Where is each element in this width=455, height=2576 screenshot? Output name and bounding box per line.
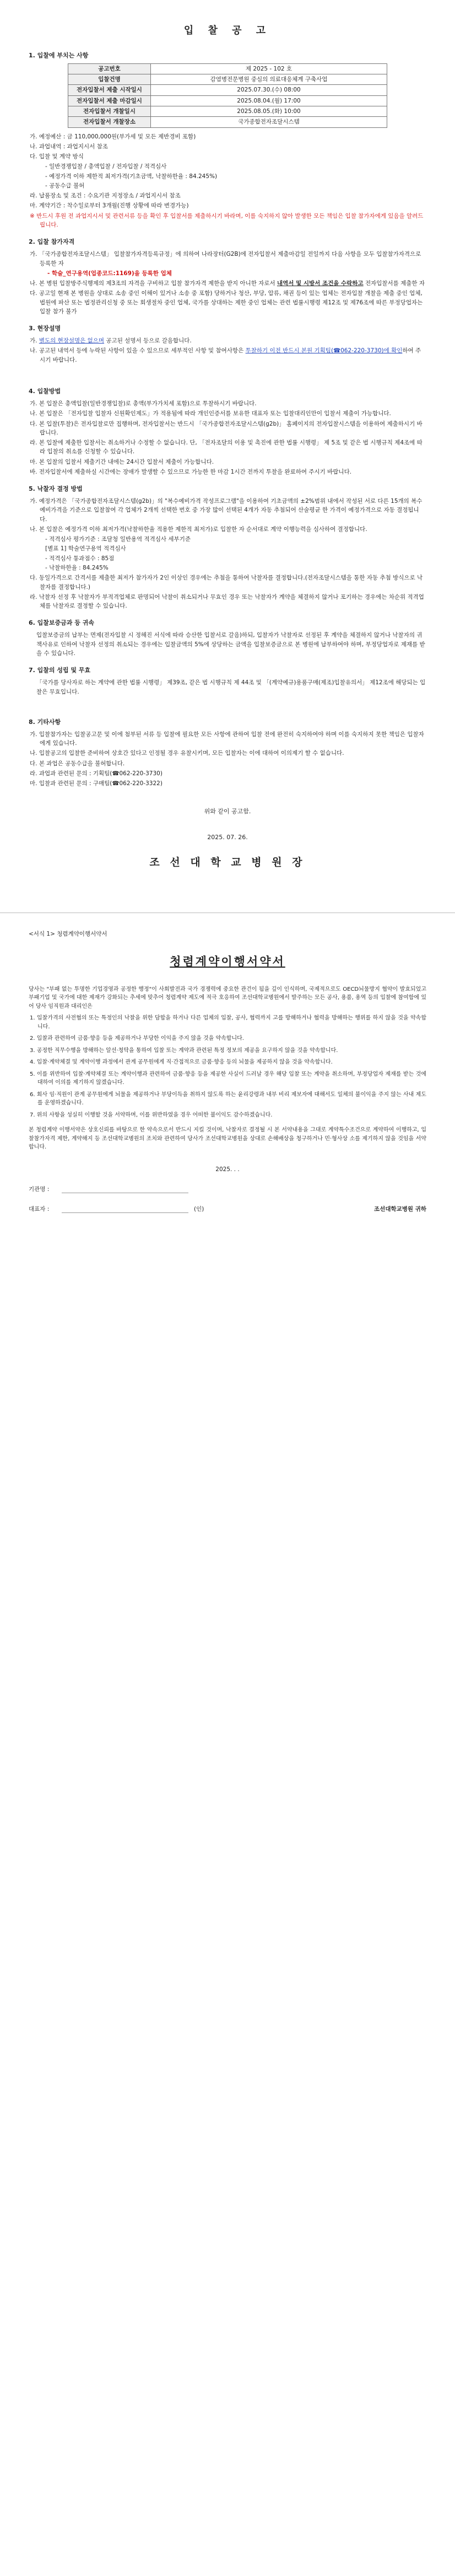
delivery-line: 라. 납품장소 및 조건 : 수요기관 지정장소 / 과업지시서 참조 xyxy=(30,192,181,200)
award-rule-c: 다. 동일가격으로 간격서를 제출한 최저가 참가자가 2인 이상인 경우에는 추첨을 통하여 낙찰자를 결정합니다.(전자조달시스템을 통한 자동 추첨 방식으로 낙찰자를 결정합니다.) xyxy=(30,575,423,591)
notice-date: 2025. 07. 26. xyxy=(207,834,248,841)
bid-method-rule: 마. 본 입찰의 입찰서 제출기간 내에는 24시간 입찰서 제출이 가능합니다. xyxy=(30,458,214,465)
award-rule-b: 나. 본 입찰은 예정가격 이하 최저가격(낙찰하한율 적용한 제한적 최저가)로 입찰한 자 순서대로 계약 이행능력을 심사하여 결정합니다. xyxy=(30,525,367,533)
bid-method-rule: 라. 본 입찰에 제출한 입찰서는 취소하거나 수정할 수 없습니다. 단, 「전자조달의 이용 및 촉진에 관한 법률 시행령」 제 5조 및 같은 법 시행규칙 제4조에 따라 입찰의 취소를 신청할 수 있습니다. xyxy=(30,439,422,455)
info-row xyxy=(68,63,387,74)
issuer-signature: 조 선 대 학 교 병 원 장 xyxy=(149,856,306,868)
bid-method-rule: 다. 본 입찰(투찰)은 전자입찰로만 집행하며, 전자입찰서는 반드시 「국가종합전자조달시스템(g2b)」 홈페이지의 전자입찰시스템을 이용하여 제출하시기 바랍니다. xyxy=(30,420,422,436)
info-value: 제 2025 - 102 호 xyxy=(151,63,387,74)
bid-notice xyxy=(0,0,455,887)
section-5-heading: 5. 낙찰자 결정 방법 xyxy=(29,485,83,493)
bid-method-line: 다. 입찰 및 계약 방식 xyxy=(30,153,84,160)
validity-text: 「국가를 당사자로 하는 계약에 관한 법률 시행령」 제39조, 같은 법 시행규칙 제 44조 및 「(계약예규)용품구매(제조)입찰유의서」 제12조에 해당되는 입찰은 무효입니다. xyxy=(36,679,426,695)
misc-item: 마. 입찰과 관련된 문의 : 구매팀(☎062-220-3322) xyxy=(30,780,162,787)
info-row xyxy=(68,117,387,127)
misc-item: 다. 본 과업은 공동수급을 불허합니다. xyxy=(30,760,125,767)
contract-period-line: 마. 계약기간 : 착수일로부터 3개월(진행 상황에 따라 변경가능) xyxy=(30,202,189,210)
award-rule-b-item: [별표 1] 학술연구용역 적격심사 xyxy=(45,545,126,552)
planning-contact-emphasis: 투찰하기 이전 반드시 본원 기획팀(☎062-220-3730)에 확인 xyxy=(245,347,403,355)
info-value: 국가종합전자조달시스템 xyxy=(151,117,387,127)
info-value: 2025.08.05.(화) 10:00 xyxy=(151,106,387,117)
pledge-item: 5. 이를 위반하여 입찰·계약체결 또는 계약이행과 관련하여 금품·향응 등을 제공한 사실이 드러날 경우 해당 입찰 또는 계약을 취소하며, 부정당업자 제재를 받는 것에 대하여 이의를 제기하지 않겠습니다. xyxy=(30,1071,426,1086)
award-rule-d: 라. 낙찰자 선정 후 낙찰자가 부적격업체로 판명되어 낙찰이 취소되거나 무효인 경우 또는 낙찰자가 계약을 체결하지 않거나 포기하는 경우에는 차순위 적격업체를 낙찰자로 결정할 수 있습니다. xyxy=(30,593,424,610)
section-3-heading: 3. 현장설명 xyxy=(29,325,61,332)
integrity-pledge xyxy=(0,913,455,1253)
section-8-heading: 8. 기타사항 xyxy=(29,718,61,726)
section-4-heading: 4. 입찰방법 xyxy=(29,387,61,395)
site-explanation-emphasis: 별도의 현장설명은 없으며 xyxy=(39,337,105,345)
info-row xyxy=(68,95,387,106)
info-label: 입찰건명 xyxy=(68,74,151,85)
award-rule-a: 가. 예정가격은 「국가종합전자조달시스템(g2b)」의 "복수예비가격 작성프로그램"을 이용하여 기초금액의 ±2%범위 내에서 작성된 서로 다른 15개의 복수예비가격을 기준으로 입찰참여 각 업체가 2개씩 선택한 번호 중 가장 많이 선택된 4개가 자동 추첨되어 산술평균 한 가격이 예정가격으로 자동 결정됩니다. xyxy=(30,498,422,523)
info-value: 2025.07.30.(수) 08:00 xyxy=(151,85,387,95)
award-rule-b-item: - 낙찰하한율 : 84.245% xyxy=(45,565,109,572)
pledge-date: 2025. . . xyxy=(215,1166,240,1173)
bid-method-item: - 예정가격 이하 제한적 최저가격(기초금액, 낙찰하한율 : 84.245%) xyxy=(45,173,218,180)
seal-mark: (인) xyxy=(194,1206,204,1213)
qualification-a-sub: - 학술_연구용역(업종코드:1169)을 등록한 업체 xyxy=(47,270,172,277)
site-explanation-b: 나. 공고된 내역서 등에 누락된 사항이 있을 수 있으므로 세부적인 사항 및 참여사항은 투찰하기 이전 반드시 본원 기획팀(☎062-220-3730)에 확인하여 주시기 바랍니다. xyxy=(30,347,421,363)
info-label: 전자입찰서 개찰장소 xyxy=(68,117,151,127)
info-row xyxy=(68,106,387,117)
signature-row-organization xyxy=(29,1185,426,1194)
bid-method-rule: 가. 본 입찰은 총액입찰(일반경쟁입찰)로 총액(부가가치세 포함)으로 투찰하시기 바랍니다. xyxy=(30,400,257,407)
pledge-item: 3. 공정한 직무수행을 방해하는 알선·청탁을 통하여 입찰 또는 계약과 관련된 특정 정보의 제공을 요구하지 않을 것을 약속합니다. xyxy=(30,1047,338,1054)
page xyxy=(0,0,455,1253)
closing-statement: 위와 같이 공고함. xyxy=(204,808,251,815)
pledge-item: 7. 위의 사항을 성실히 이행할 것을 서약하며, 이를 위반하였을 경우 어떠한 불이익도 감수하겠습니다. xyxy=(30,1112,273,1118)
info-label: 전자입찰서 제출 마감일시 xyxy=(68,95,151,106)
pledge-item: 2. 입찰과 관련하여 금품·향응 등을 제공하거나 부당한 이익을 주지 않을 것을 약속합니다. xyxy=(30,1035,244,1042)
scope-line: 나. 과업내역 : 과업지시서 참조 xyxy=(30,143,108,150)
site-explanation-a: 가. 별도의 현장설명은 없으며 공고된 설명서 등으로 갈음합니다. xyxy=(30,337,192,345)
info-row xyxy=(68,85,387,95)
bid-method-item: - 일반경쟁입찰 / 총액입찰 / 전자입찰 / 적격심사 xyxy=(45,163,167,170)
section-6-heading: 6. 입찰보증금과 등 귀속 xyxy=(29,619,94,627)
info-label: 공고번호 xyxy=(68,63,151,74)
misc-item: 가. 입찰참가자는 입찰공고문 및 이에 첨부된 서류 등 입찰에 필요한 모든 사항에 관하여 입찰 전에 완전히 숙지하여야 하며 이를 숙지하지 못한 책임은 입찰자에게 있습니다. xyxy=(30,731,424,747)
pledge-item: 6. 회사 임·직원이 관계 공무원에게 뇌물을 제공하거나 부당이득을 취하지 않도록 하는 윤리강령과 내부 비리 제보자에 대해서도 일체의 불이익을 주지 않는 사내 제도를 운영하겠습니다. xyxy=(30,1091,426,1107)
signature-row-representative xyxy=(29,1205,426,1214)
form-tag: <서식 1> 청렴계약이행서약서 xyxy=(29,930,107,937)
section-2-heading: 2. 입찰 참가자격 xyxy=(29,238,75,246)
signature-line[interactable] xyxy=(62,1185,188,1193)
budget-line: 가. 예정예산 : 금 110,000,000원(부가세 및 모든 제반경비 포함) xyxy=(30,133,196,140)
award-rule-b-item: - 적격심사 평가기준 : 조달청 일반용역 적격심사 세부기준 xyxy=(45,536,191,543)
pledge-outro: 본 청렴계약 이행서약은 상호신뢰를 바탕으로 한 약속으로서 반드시 지킬 것이며, 낙찰자로 결정될 시 본 서약내용을 그대로 계약특수조건으로 계약하여 이행하고, 입찰참가자격 제한, 계약해지 등 조선대학교병원의 조치와 관련하여 당사가 조선대학교병원을 상대로 손해배상을 청구하거나 민·형사상 소를 제기하지 않을 것임을 서약합니다. xyxy=(29,1127,426,1151)
info-value: 2025.08.04.(월) 17:00 xyxy=(151,95,387,106)
signature-key: 기관명 : xyxy=(29,1186,50,1193)
page-title: 입 찰 공 고 xyxy=(183,25,272,36)
pledge-item: 4. 입찰·계약체결 및 계약이행 과정에서 관계 공무원에게 직·간접적으로 금품·향응 등의 뇌물을 제공하지 않을 것을 약속합니다. xyxy=(30,1059,333,1066)
bid-method-rule: 바. 전자입찰서에 제출하실 시간에는 장애가 발생할 수 있으므로 가능한 한 마감 1시간 전까지 투찰을 완료하여 주시기 바랍니다. xyxy=(30,468,352,475)
pledge-title: 청렴계약이행서약서 xyxy=(170,955,285,969)
bid-method-rule: 나. 본 입찰은 「전자입찰 입찰자 신원확인제도」가 적용됨에 따라 개인인증서를 보유한 대표자 또는 입찰대리인만이 입찰서 제출이 가능합니다. xyxy=(30,410,391,417)
bid-deposit-text: 입찰보증금의 납부는 면제(전자입찰 시 정해진 서식에 따라 승산한 입찰서로 갈음)하되, 입찰자가 낙찰자로 선정된 후 계약을 체결하지 않거나 낙찰자의 귀책사유로 인하여 낙찰자 선정의 취소되는 경우에는 입찰금액의 5%에 상당하는 금액을 입찰보증금으로 본 병원에 납부하여야 하며, 부정당업자로 제재를 받을 수 있습니다. xyxy=(36,632,425,657)
bid-info-table xyxy=(68,63,387,128)
info-row xyxy=(68,74,387,85)
misc-item: 라. 과업과 관련된 문의 : 기획팀(☎062-220-3730) xyxy=(30,770,162,777)
qualification-a: 가. 「국가종합전자조달시스템」 입찰참가자격등록규정」에 의하여 나라장터(G2B)에 전자입찰서 제출마감일 전일까지 다음 사항을 모두 입찰참가자격으로 등록한 자 xyxy=(30,251,421,267)
bid-method-item: - 공동수급 불허 xyxy=(45,182,85,189)
award-rule-b-item: - 적격심사 통과점수 : 85점 xyxy=(45,555,115,562)
section-1-heading: 1. 입찰에 부치는 사항 xyxy=(29,51,89,59)
misc-item: 나. 입찰공고의 입찰한 준비하여 상호간 있다고 인정될 경우 유찰시키며, 모든 입찰자는 이에 대하여 이의제기 할 수 없습니다. xyxy=(30,750,344,757)
qualification-b: 나. 본 병원 입찰방주식행제의 제3조의 자격을 구비하고 입찰 참가자격 제한을 받지 아니한 자로서 내역서 및 시방서 조건을 수락하고 전자입찰서를 제출한 자 xyxy=(30,280,425,287)
signature-key: 대표자 : xyxy=(29,1206,50,1213)
pledge-intro: 당사는 "부패 없는 투명한 기업경영과 공정한 행정"이 사회발전과 국가 경쟁력에 중요한 관건이 됨을 깊이 인식하며, 국제적으로도 OECD뇌물방지 협약이 발효되었고 부패기업 및 국가에 대한 제재가 강화되는 추세에 맞추어 청렴계약 제도에 적극 호응하여 조선대학교병원에서 발주하는 모든 공사, 용품, 용역 등의 입찰에 참여함에 있어 당사 임직원과 대리인은 xyxy=(29,986,426,1010)
info-value: 감염병전문병원 중심의 의료대응체계 구축사업 xyxy=(151,74,387,85)
qualification-c: 다. 공고일 현재 본 병원을 상대로 소송 중인 이해이 있거나 소송 중 포함) 당하거나 청산, 부당, 압류, 채권 등이 있는 업체는 전자입찰 개찰을 제출 중인 업체, 법원에 파산 또는 법정관리신청 중 또는 회생절차 중인 업체, 국가를 상대하는 제한 중인 업체는 관련 법률시행령 제12조 및 제76조에 따른 부정당업자는 입찰 참가 불가 xyxy=(30,290,423,315)
info-label: 전자입찰서 제출 시작일시 xyxy=(68,85,151,95)
section-7-heading: 7. 입찰의 성립 및 무효 xyxy=(29,667,91,674)
signature-line[interactable] xyxy=(62,1205,188,1213)
qualification-b-emphasis: 내역서 및 시방서 조건을 수락하고 xyxy=(277,280,364,287)
pledge-item: 1. 입찰가격의 사전협의 또는 특정인의 낙찰을 위한 담합을 하거나 다른 업체의 입찰, 공사, 협력까지 고를 방해하거나 협력을 방해하는 행위를 하지 않을 것을 약속합니다. xyxy=(30,1015,426,1030)
pledge-recipient: 조선대학교병원 귀하 xyxy=(374,1206,426,1213)
warning-note: ※ 반드시 후원 전 과업지시서 및 관련서류 등을 확인 후 입찰서를 제출하시기 바라며, 이를 숙지하지 않아 발생한 모든 책임은 입찰 참가자에게 있음을 알려드립니다. xyxy=(30,212,424,228)
info-label: 전자입찰서 개찰일시 xyxy=(68,106,151,117)
